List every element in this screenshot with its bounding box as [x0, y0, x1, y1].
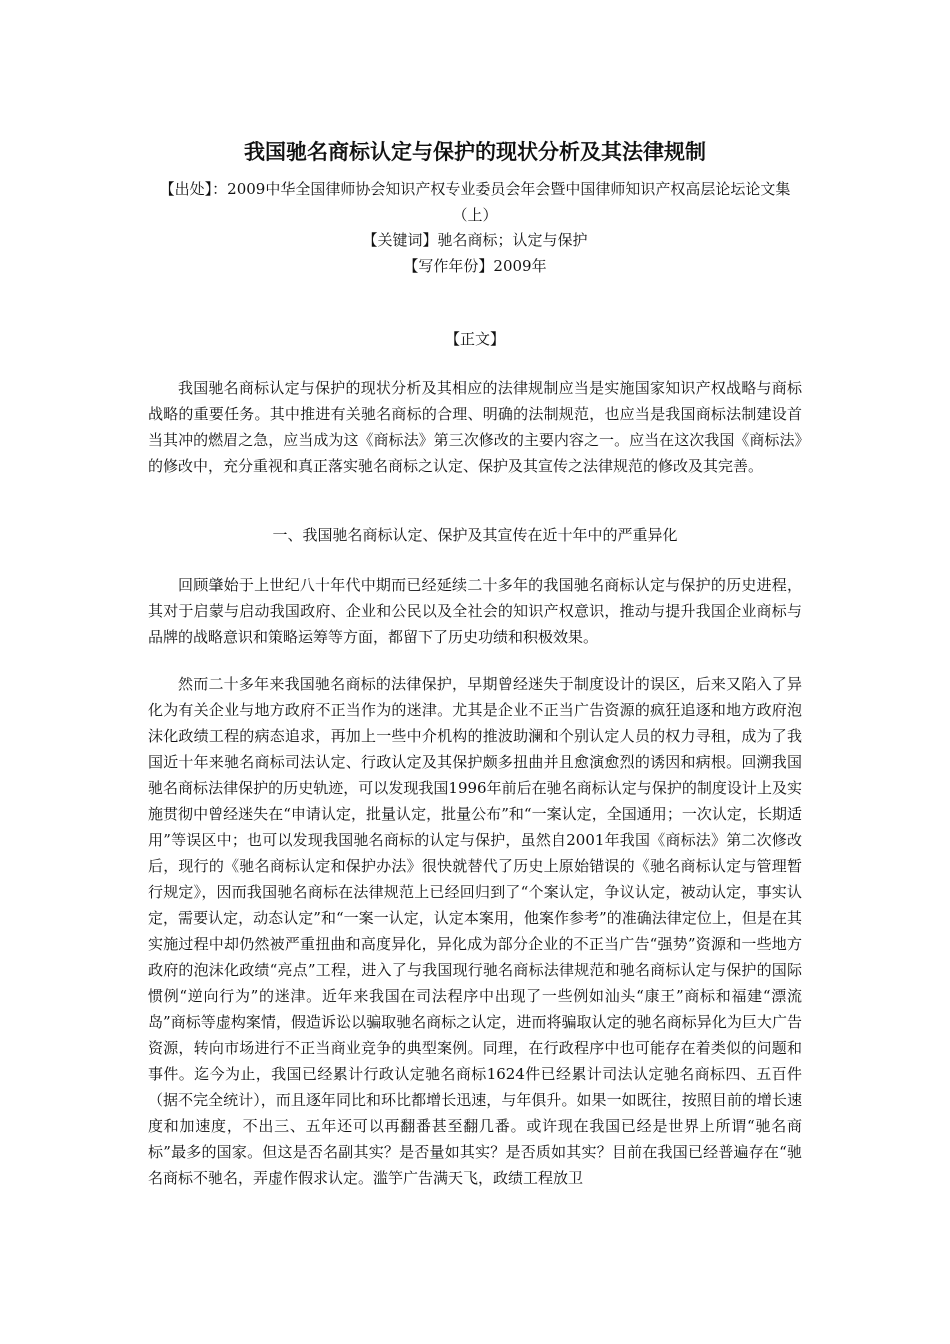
- intro-paragraph: 我国驰名商标认定与保护的现状分析及其相应的法律规制应当是实施国家知识产权战略与商标战略的重要任务。其中推进有关驰名商标的合理、明确的法制规范，也应当是我国商标法制建设首当其冲的燃眉之急，应当成为这《商标法》第三次修改的主要内容之一。应当在这次我国《商标法》的修改中，充分重视和真正落实驰名商标之认定、保护及其宣传之法律规范的修改及其完善。: [148, 379, 802, 475]
- source-line: 【出处】：2009中华全国律师协会知识产权专业委员会年会暨中国律师知识产权高层论坛论文集（上）: [159, 180, 791, 224]
- keywords-line: 【关键词】驰名商标；认定与保护: [362, 231, 588, 249]
- document-title: 我国驰名商标认定与保护的现状分析及其法律规制: [244, 139, 706, 164]
- section-paragraph-1: 回顾肇始于上世纪八十年代中期而已经延续二十多年的我国驰名商标认定与保护的历史进程，其对于启蒙与启动我国政府、企业和公民以及全社会的知识产权意识，推动与提升我国企业商标与品牌的战略意识和策略运筹等方面，都留下了历史功绩和积极效果。: [148, 576, 802, 646]
- section-paragraph-2: 然而二十多年来我国驰名商标的法律保护，早期曾经迷失于制度设计的误区，后来又陷入了异化为有关企业与地方政府不正当作为的迷津。尤其是企业不正当广告资源的疯狂追逐和地方政府泡沫化政绩工程的病态追求，再加上一些中介机构的推波助澜和个别认定人员的权力寻租，成为了我国近十年来驰名商标司法认定、行政认定及其保护颇多扭曲并且愈演愈烈的诱因和病根。回溯我国驰名商标法律保护的历史轨迹，可以发现我国1996年前后在驰名商标认定与保护的制度设计上及实施贯彻中曾经迷失在“申请认定，批量认定，批量公布”和“一案认定，全国通用；一次认定，长期适用”等误区中；也可以发现我国驰名商标的认定与保护，虽然自2001年我国《商标法》第二次修改后，现行的《驰名商标认定和保护办法》很快就替代了历史上原始错误的《驰名商标认定与管理暂行规定》，因而我国驰名商标在法律规范上已经回归到了“个案认定，争议认定，被动认定，事实认定，需要认定，动态认定”和“一案一认定，认定本案用，他案作参考”的准确法律定位上，但是在其实施过程中却仍然被严重扭曲和高度异化，异化成为部分企业的不正当广告“强势”资源和一些地方政府的泡沫化政绩“亮点”工程，进入了与我国现行驰名商标法律规范和驰名商标认定与保护的国际惯例“逆向行为”的迷津。近年来我国在司法程序中出现了一些例如汕头“康王”商标和福建“漂流岛”商标等虚构案情，假造诉讼以骗取驰名商标之认定，进而将骗取认定的驰名商标异化为巨大广告资源，转向市场进行不正当商业竞争的典型案例。同理，在行政程序中也可能存在着类似的问题和事件。迄今为止，我国已经累计行政认定驰名商标1624件已经累计司法认定驰名商标四、五百件（据不完全统计），而且逐年同比和环比都增长迅速，与年俱升。如果一如既往，按照目前的增长速度和加速度，不出三、五年还可以再翻番甚至翻几番。或许现在我国已经是世界上所谓“驰名商标”最多的国家。但这是否名副其实？是否量如其实？是否质如其实？目前在我国已经普遍存在“驰名商标不驰名，弄虚作假求认定。滥竽广告满天飞，政绩工程放卫: [148, 675, 802, 1187]
- section-heading: 一、我国驰名商标认定、保护及其宣传在近十年中的严重异化: [272, 526, 678, 544]
- writing-year-line: 【写作年份】2009年: [403, 257, 547, 275]
- body-label: 【正文】: [444, 330, 505, 348]
